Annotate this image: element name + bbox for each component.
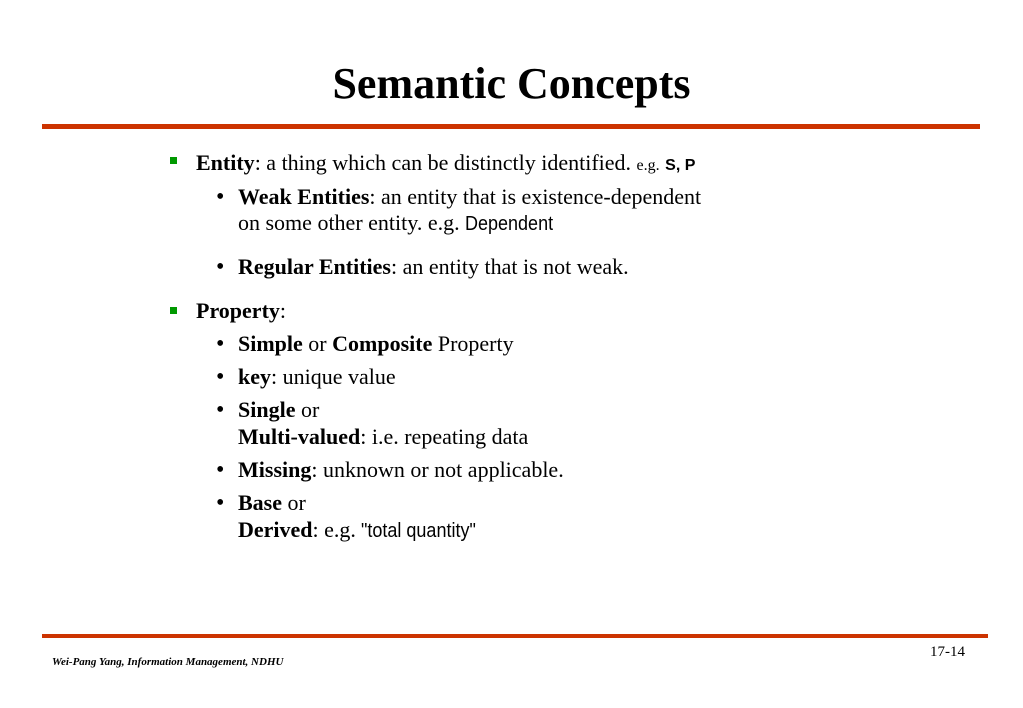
simple-term: Simple [238,331,303,356]
dot-bullet-icon: • [216,457,225,483]
footer-credit: Wei-Pang Yang, Information Management, NDHU [52,656,284,668]
derived-text: : e.g. [312,517,356,542]
regular-entities-text: : an entity that is not weak. [390,254,629,279]
multi-valued-line [238,424,528,450]
missing-line [238,457,564,483]
page-number: 17-14 [930,644,965,660]
weak-entities-term: Weak Entities [238,184,370,209]
dot-bullet-icon: • [216,254,225,280]
dot-bullet-icon: • [216,397,225,423]
single-or: or [300,397,320,422]
regular-entities-line [238,254,629,280]
key-line [238,364,396,390]
dot-bullet-icon: • [216,331,225,357]
weak-entities-line-2 [238,210,563,237]
key-text: : unique value [271,364,396,389]
dot-bullet-icon: • [216,490,225,516]
base-or: or [287,490,306,515]
composite-term: Composite [332,331,433,356]
multi-valued-text: : i.e. repeating data [360,424,529,449]
dot-bullet-icon: • [216,364,225,390]
simple-composite-line [238,331,514,357]
entity-eg-value: S, P [665,157,696,174]
footer-divider [42,634,988,638]
weak-entities-text-1: : an entity that is existence-dependent [369,184,702,209]
property-term: Property [196,298,280,323]
single-line [238,397,319,423]
weak-entities-text-2: on some other entity. e.g. [238,210,460,235]
entity-eg-label: e.g. [636,157,660,174]
regular-entities-term: Regular Entities [238,254,391,279]
weak-entities-eg-value: Dependent [465,213,554,235]
missing-term: Missing [238,457,312,482]
base-term: Base [238,490,282,515]
property-colon: : [279,298,287,323]
slide-title: Semantic Concepts [332,59,691,108]
square-bullet-icon [170,307,177,314]
simple-or: or [308,331,327,356]
base-line [238,490,306,516]
square-bullet-icon [170,157,177,164]
entity-line [196,150,695,179]
single-term: Single [238,397,296,422]
missing-text: : unknown or not applicable. [311,457,564,482]
entity-term: Entity [196,150,255,175]
derived-eg-value: "total quantity" [361,520,477,542]
key-term: key [238,364,271,389]
entity-text: : a thing which can be distinctly identified. [254,150,632,175]
derived-term: Derived [238,517,313,542]
simple-composite-text: Property [437,331,514,356]
multi-valued-term: Multi-valued [238,424,361,449]
weak-entities-line-1 [238,184,701,210]
property-line [196,298,286,324]
derived-line [238,517,489,544]
dot-bullet-icon: • [216,184,225,210]
